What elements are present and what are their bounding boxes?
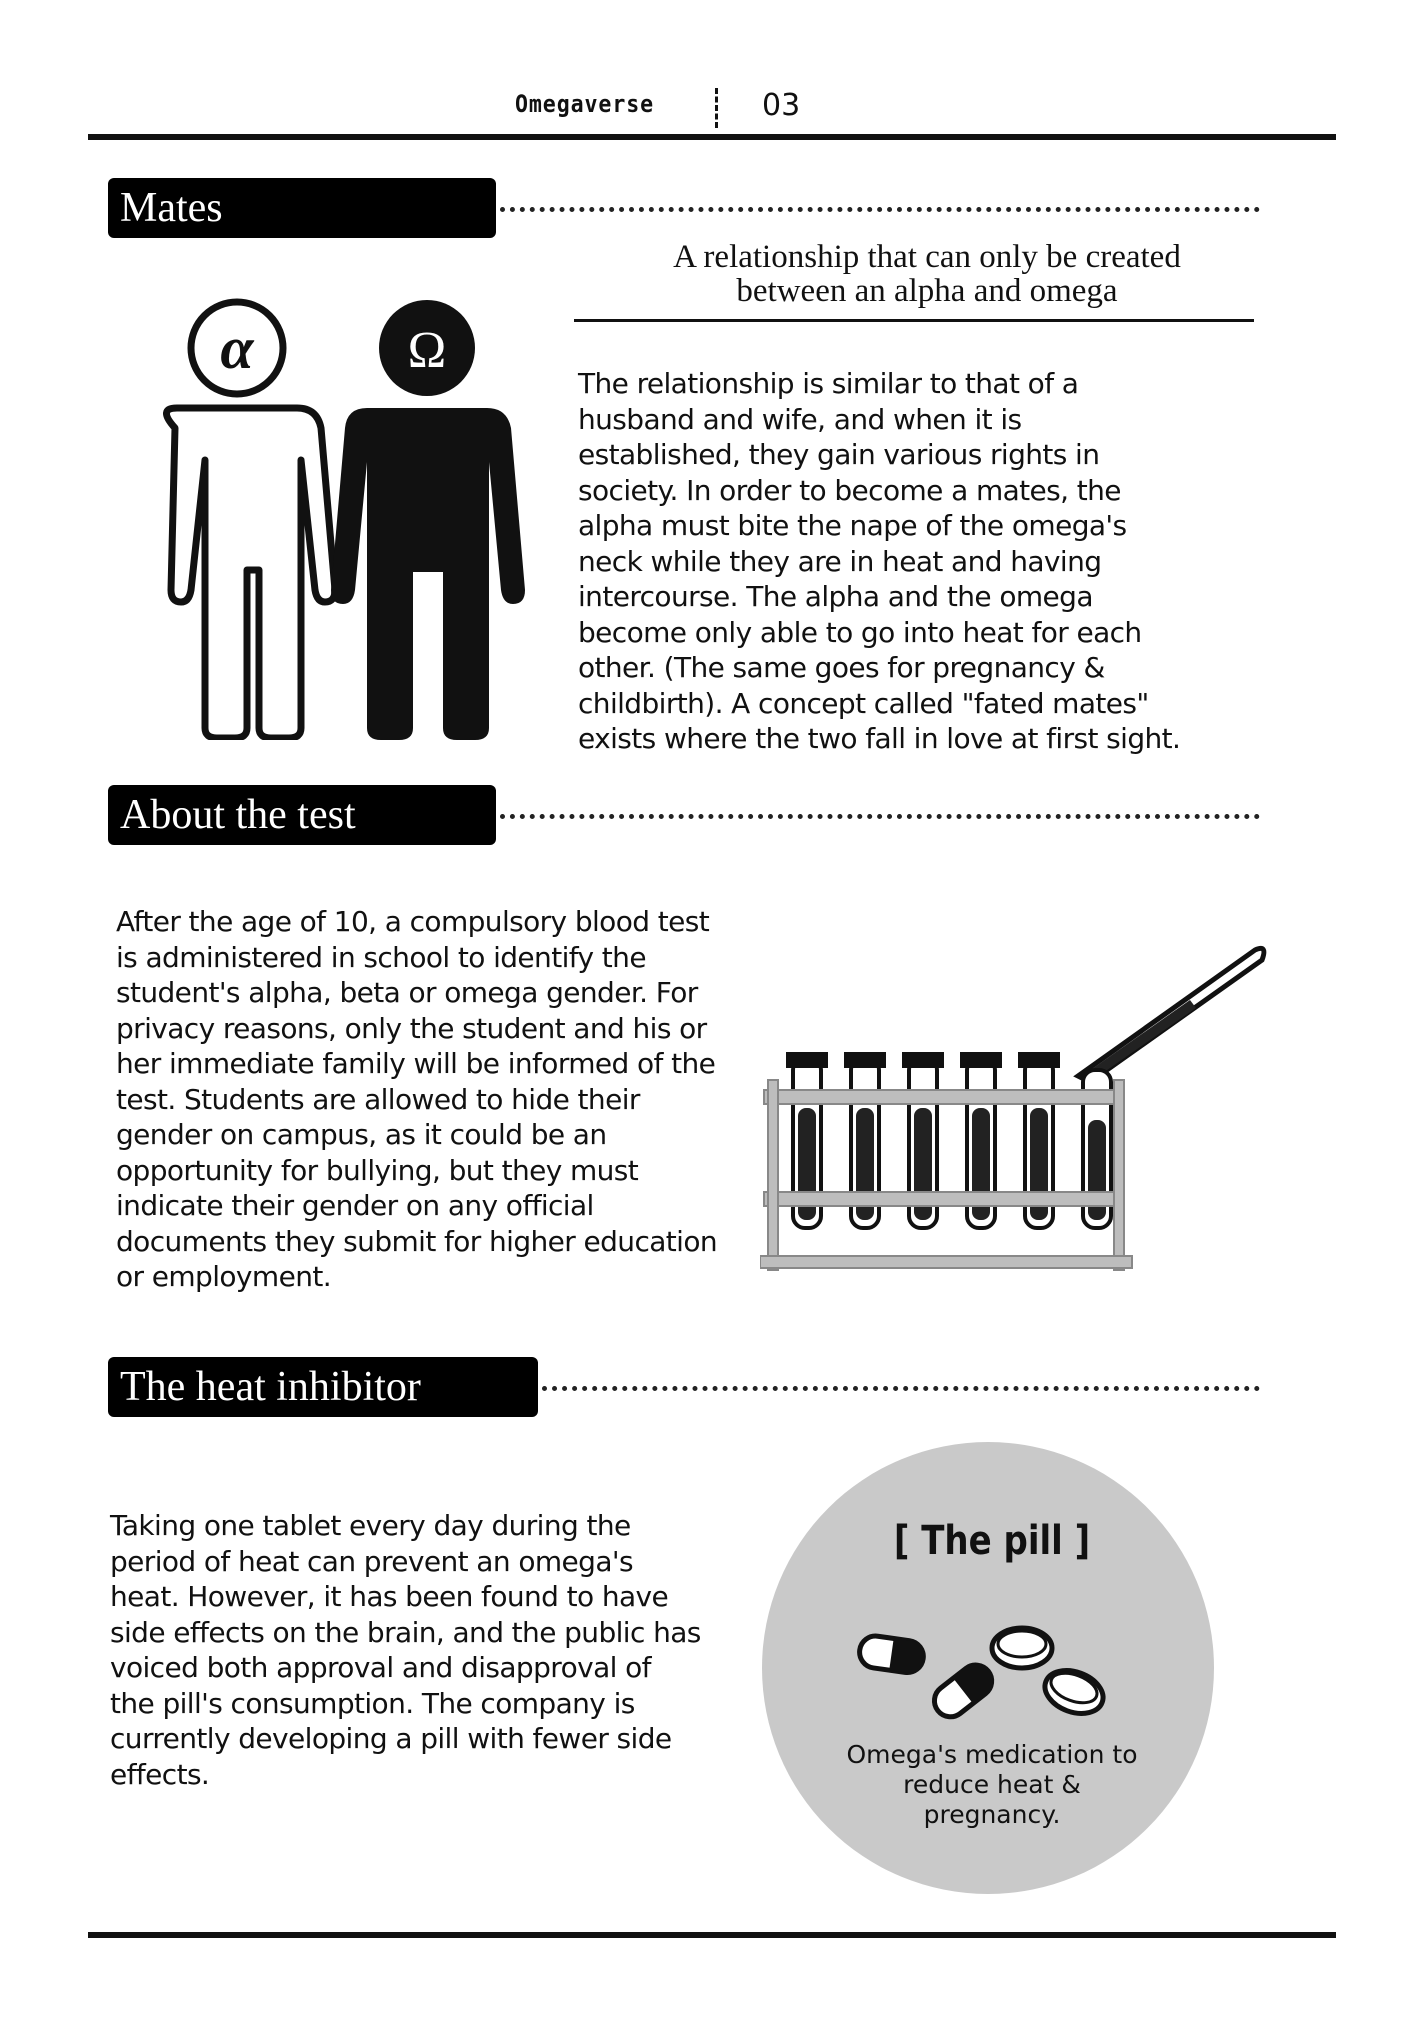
pill-title: [ The pill ]: [893, 1518, 1091, 1564]
section-heading-heat-inhibitor: The heat inhibitor: [108, 1357, 538, 1417]
pipette-icon: [1078, 948, 1264, 1082]
omega-body-silhouette: [331, 408, 525, 740]
section-heading-mates: Mates: [108, 178, 496, 238]
heading-dotted-leader: [500, 207, 1260, 212]
omega-symbol: Ω: [407, 322, 447, 379]
pill-caption: Omega's medication to reduce heat & pregnancy.: [846, 1740, 1138, 1829]
subtitle-underline: [574, 319, 1254, 322]
pills-capsules-icon: [852, 1610, 1112, 1730]
mates-body-text: The relationship is similar to that of a husband and wife, and when it is established, they gain various rights in society. In order to become a mates, the alpha must bite the nape of the omega's neck while they are in heat and having intercourse. The alpha and the omega become only able to go into heat for each other. (The same goes for pregnancy & childbirth). A concept called "fated mates" exists where the two fall in love at first sight.: [578, 367, 1181, 755]
alpha-body-outline: [166, 408, 335, 738]
section-heading-about-the-test: About the test: [108, 785, 496, 845]
alpha-symbol: α: [220, 315, 254, 381]
book-title: Omegaverse: [515, 90, 655, 118]
alpha-omega-figures-illustration: [135, 290, 535, 740]
page-number: 03: [762, 88, 801, 123]
top-rule: [88, 134, 1336, 140]
inhibitor-body-text: Taking one tablet every day during the period of heat can prevent an omega's heat. However, it has been found to have side effects on the brain, and the public has voiced both approval and disapproval of the pill's consumption. The company is currently developing a pill with fewer side effects.: [110, 1509, 701, 1791]
test-body-text: After the age of 10, a compulsory blood test is administered in school to identify the student's alpha, beta or omega gender. For privacy reasons, only the student and his or her immediate family will be informed of the test. Students are allowed to hide their gender on campus, as it could be an opportunity for bullying, but they must indicate their gender on any official documents they submit for higher education or employment.: [116, 905, 718, 1293]
test-tube-rack-illustration: [760, 930, 1280, 1290]
header-separator: [715, 88, 718, 128]
running-header: [500, 88, 820, 132]
heading-dotted-leader: [542, 1386, 1260, 1391]
heading-dotted-leader: [500, 814, 1260, 819]
bottom-rule: [88, 1932, 1336, 1938]
mates-subtitle: A relationship that can only be created between an alpha and omega: [673, 239, 1181, 309]
